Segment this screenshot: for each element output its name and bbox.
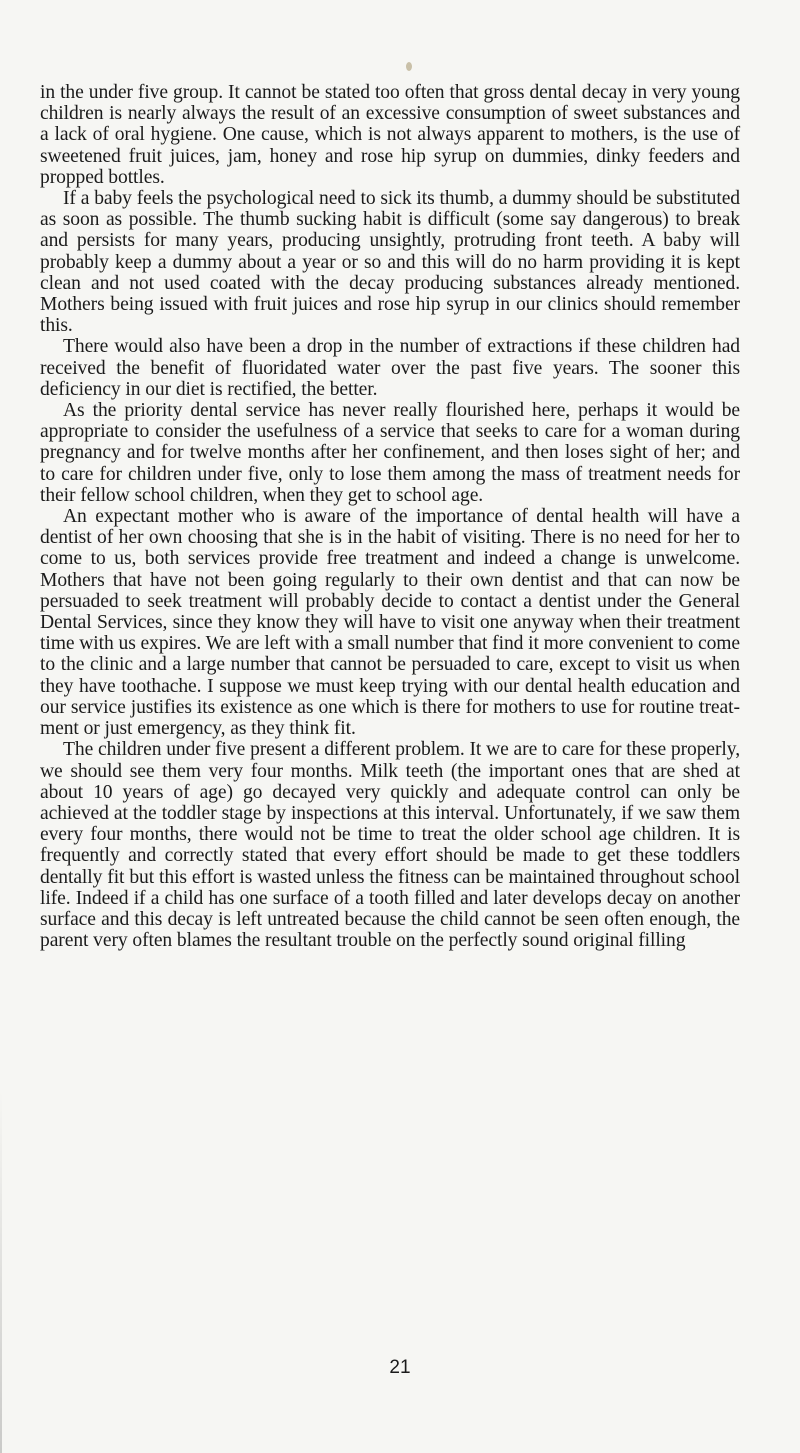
paragraph-5: An expectant mother who is aware of the importance of dental health will have a dentist of her own choosing that she is in the habit of visiting. There is no need for her to come to us, both services provide free treatment and indeed a change is unwelcome. Mothers that have not been going regularly to their own dentist and that can now be persuaded to seek treatment will probably decide to contact a dentist under the General Dental Services, since they know they will have to visit one anyway when their treatment time with us expires. We are left with a small number that find it more convenient to come to the clinic and a large number that cannot be persuaded to care, except to visit us when they have toothache. I suppose we must keep trying with our dental health education and our service justifies its existence as one which is there for mothers to use for routine treatment or just emergency, as they think fit. <box>40 506 740 740</box>
page-number: 21 <box>389 1357 411 1378</box>
paragraph-1: in the under five group. It cannot be stated too often that gross dental decay in very young children is nearly always the result of an excessive consumption of sweet substances and a lack of oral hygiene. One cause, which is not always apparent to mothers, is the use of sweetened fruit juices, jam, honey and rose hip syrup on dummies, dinky feeders and propped bottles. <box>40 82 740 188</box>
paragraph-2: If a baby feels the psychological need to sick its thumb, a dummy should be substituted as soon as possible. The thumb sucking habit is difficult (some say dangerous) to break and persists for many years, producing unsightly, protruding front teeth. A baby will probably keep a dummy about a year or so and this will do no harm providing it is kept clean and not used coated with the decay producing substances already mentioned. Mothers being issued with fruit juices and rose hip syrup in our clinics should remember this. <box>40 188 740 337</box>
scan-edge-shadow <box>0 1090 2 1453</box>
body-text <box>40 82 740 951</box>
paragraph-4: As the priority dental service has never really flourished here, perhaps it would be appropriate to consider the usefulness of a service that seeks to care for a woman during pregnancy and for twelve months after her confinement, and then loses sight of her; and to care for children under five, only to lose them among the mass of treatment needs for their fellow school children, when they get to school age. <box>40 400 740 506</box>
paragraph-3: There would also have been a drop in the number of extractions if these children had received the benefit of fluoridated water over the past five years. The sooner this deficiency in our diet is rectified, the better. <box>40 336 740 400</box>
paragraph-6: The children under five present a different problem. It we are to care for these properly, we should see them very four months. Milk teeth (the important ones that are shed at about 10 years of age) go decayed very quickly and adequate control can only be achieved at the toddler stage by inspections at this interval. Unfortunately, if we saw them every four months, there would not be time to treat the older school age children. It is frequently and correctly stated that every effort should be made to get these toddlers dentally fit but this effort is wasted unless the fitness can be maintained throughout school life. Indeed if a child has one surface of a tooth filled and later develops decay on another surface and this decay is left untreated because the child cannot be seen often enough, the parent very often blames the resultant trouble on the perfectly sound original filling <box>40 739 740 952</box>
paper-speck <box>406 62 412 71</box>
